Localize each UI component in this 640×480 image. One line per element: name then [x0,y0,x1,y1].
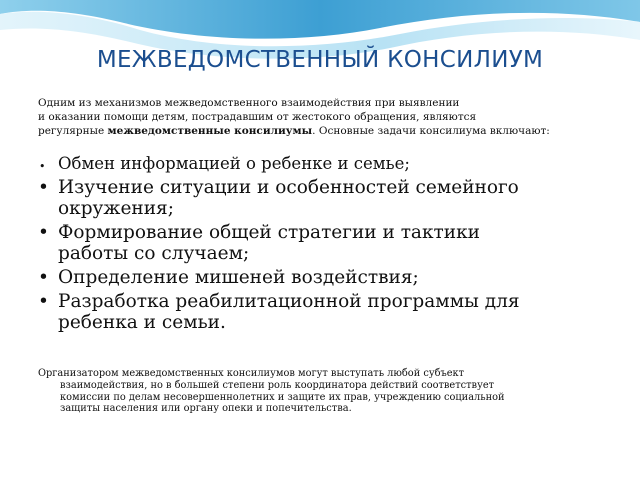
list-item-line-2: ребенка и семьи. [58,312,226,333]
intro-line-3-start: регулярные [38,125,108,137]
list-item-line-1: Изучение ситуации и особенностей семейного [58,177,519,198]
intro-line-1: Одним из механизмов межведомственного взаимодействия при выявлении [38,97,460,109]
bullet-icon: • [38,267,49,288]
footer-paragraph [38,368,598,415]
list-item [38,153,628,174]
bullet-icon: • [38,177,49,198]
intro-line-2: и оказании помощи детям, пострадавшим от жестокого обращения, являются [38,111,477,123]
footer-line-3: комиссии по делам несовершеннолетних и защите их прав, учреждению социальной [60,391,505,403]
bullet-icon: • [39,160,46,173]
list-item-text: Определение мишеней воздействия; [58,267,419,288]
list-item [38,177,628,219]
intro-line-3-end: . Основные задачи консилиума включают: [312,125,550,137]
footer-line-2: взаимодействия, но в большей степени роль координатора действий соответствует [60,379,495,391]
intro-paragraph [38,96,623,138]
tasks-list [38,153,628,336]
footer-line-1: Организатором межведомственных консилиумов могут выступать любой субъект [38,368,465,379]
list-item-line-2: работы со случаем; [58,243,250,264]
footer-line-4: защиты населения или органу опеки и попечительства. [60,403,352,415]
bullet-icon: • [38,291,49,312]
list-item [38,222,628,264]
list-item-line-1: Формирование общей стратегии и тактики [58,222,480,243]
slide-title: МЕЖВЕДОМСТВЕННЫЙ КОНСИЛИУМ [96,47,544,73]
list-item [38,267,628,288]
list-item-line-1: Разработка реабилитационной программы для [58,291,520,312]
list-item-line-2: окружения; [58,198,174,219]
list-item [38,291,628,333]
bullet-icon: • [38,222,49,243]
intro-bold-term: межведомственные консилиумы [107,125,313,137]
list-item-text: Обмен информацией о ребенке и семье; [58,154,410,173]
